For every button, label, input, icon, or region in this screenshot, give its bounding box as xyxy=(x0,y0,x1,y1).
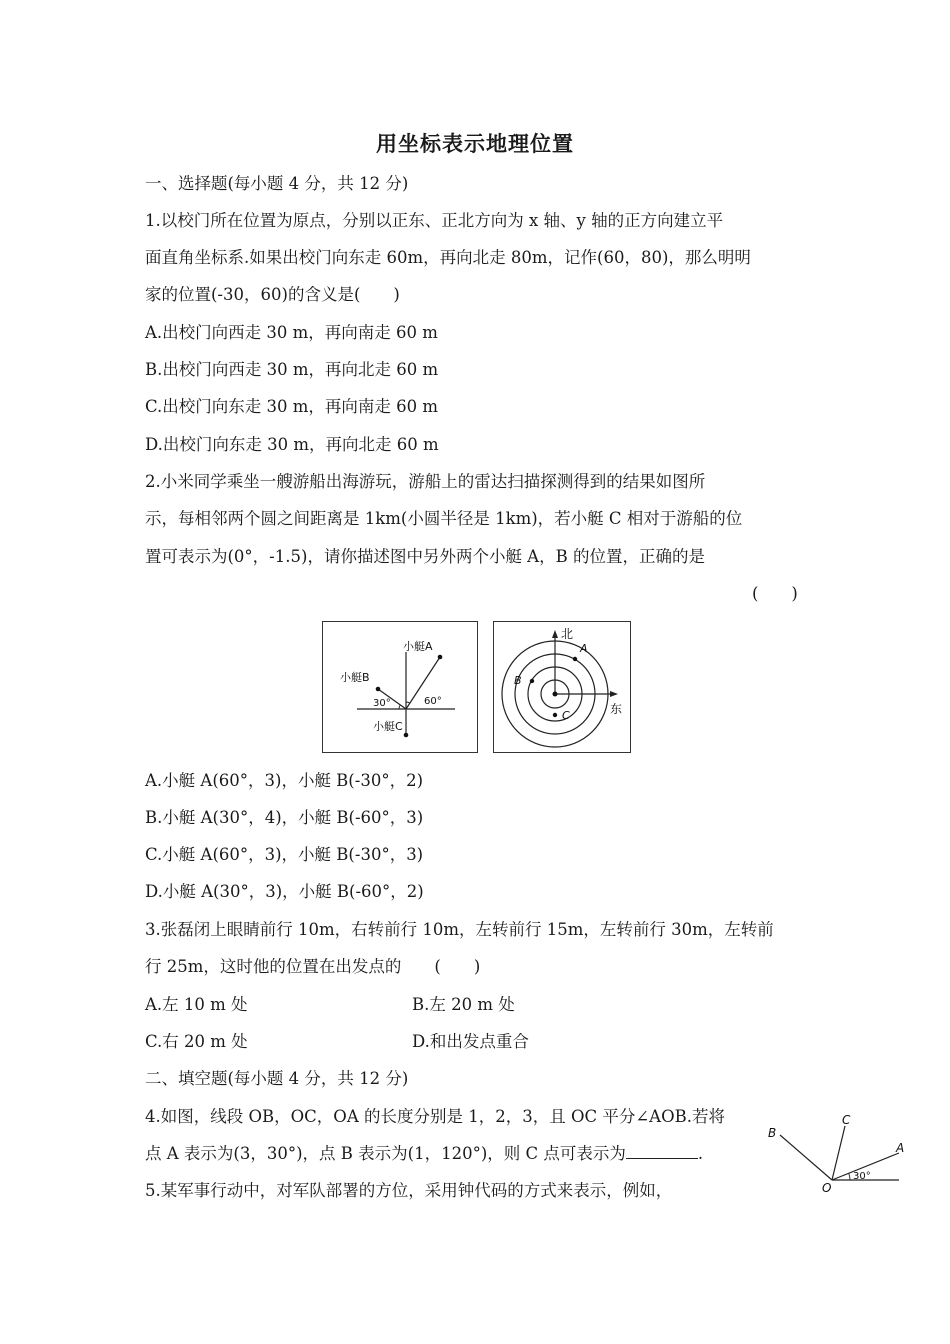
label-radar-a: A xyxy=(580,642,588,655)
label-east: 东 xyxy=(610,702,623,716)
q3-option-d: D.和出发点重合 xyxy=(412,1032,529,1051)
q4-label-a: A xyxy=(896,1141,905,1155)
q4-ray-oc xyxy=(832,1126,845,1180)
radar-point-b xyxy=(530,679,534,683)
radar-point-a xyxy=(573,657,577,661)
q4-label-b: B xyxy=(768,1126,777,1140)
label-boat-b: 小艇B xyxy=(340,671,370,684)
q1-option-c: C.出校门向东走 30 m，再向南走 60 m xyxy=(145,397,439,416)
q2-option-a: A.小艇 A(60°，3)，小艇 B(-30°，2) xyxy=(145,771,424,790)
section-heading-choice: 一、选择题(每小题 4 分，共 12 分) xyxy=(145,174,409,193)
q2-option-c: C.小艇 A(60°，3)，小艇 B(-30°，3) xyxy=(145,845,424,864)
label-radar-b: B xyxy=(514,674,522,687)
page-title: 用坐标表示地理位置 xyxy=(376,131,574,156)
q2-option-d: D.小艇 A(30°，3)，小艇 B(-60°，2) xyxy=(145,882,424,901)
label-north: 北 xyxy=(561,627,574,641)
q4-arc-30 xyxy=(849,1173,850,1180)
north-arrow xyxy=(552,630,558,638)
q4-line xyxy=(145,1143,703,1165)
answer-blank[interactable] xyxy=(626,1144,698,1159)
boat-angle-figure xyxy=(322,621,478,753)
q4-label-angle: 30° xyxy=(853,1171,871,1182)
east-arrow xyxy=(610,691,618,697)
q2-line: 2.小米同学乘坐一艘游船出海游玩，游船上的雷达扫描探测得到的结果如图所 xyxy=(145,472,706,491)
q2-option-b: B.小艇 A(30°，4)，小艇 B(-60°，3) xyxy=(145,808,424,827)
q2-line: 示，每相邻两个圆之间距离是 1km(小圆半径是 1km)，若小艇 C 相对于游船的位 xyxy=(145,509,743,528)
q4-line-end: . xyxy=(697,1144,704,1163)
label-boat-a: 小艇A xyxy=(403,640,433,653)
radar-diagram xyxy=(494,622,630,752)
q4-line: 4.如图，线段 OB，OC，OA 的长度分别是 1，2，3，且 OC 平分∠AOB.若将 xyxy=(145,1107,725,1126)
q3-line: 3.张磊闭上眼睛前行 10m，右转前行 10m，左转前行 15m，左转前行 30m，左转前 xyxy=(145,920,774,939)
radar-figure xyxy=(493,621,631,753)
q4-line-text: 点 A 表示为(3，30°)，点 B 表示为(1，120°)，则 C 点可表示为 xyxy=(145,1144,626,1163)
boat-angle-diagram xyxy=(323,622,477,752)
point-c xyxy=(404,733,409,738)
q2-line: 置可表示为(0°，-1.5)，请你描述图中另外两个小艇 A，B 的位置，正确的是 xyxy=(145,547,705,566)
label-angle-30: 30° xyxy=(373,698,391,709)
q1-option-a: A.出校门向西走 30 m，再向南走 60 m xyxy=(145,323,438,342)
q1-option-b: B.出校门向西走 30 m，再向北走 60 m xyxy=(145,360,439,379)
q1-line: 面直角坐标系.如果出校门向东走 60m，再向北走 80m，记作(60，80)，那么明明 xyxy=(145,248,751,267)
label-boat-c: 小艇C xyxy=(373,720,403,733)
radar-center xyxy=(553,692,558,697)
section-heading-fill: 二、填空题(每小题 4 分，共 12 分) xyxy=(145,1069,409,1088)
radar-point-c xyxy=(553,713,557,717)
q3-option-c: C.右 20 m 处 xyxy=(145,1032,248,1051)
q1-line: 1.以校门所在位置为原点，分别以正东、正北方向为 x 轴、y 轴的正方向建立平 xyxy=(145,211,724,230)
q3-line: 行 25m，这时他的位置在出发点的 ( ) xyxy=(145,957,481,976)
label-radar-c: C xyxy=(562,709,570,722)
q4-label-c: C xyxy=(842,1113,851,1127)
q4-label-o: O xyxy=(822,1181,832,1195)
q3-option-a: A.左 10 m 处 xyxy=(145,995,248,1014)
q4-angle-diagram xyxy=(760,1108,910,1198)
q1-line: 家的位置(-30，60)的含义是( ) xyxy=(145,285,400,304)
label-angle-60: 60° xyxy=(424,696,442,707)
q3-option-b: B.左 20 m 处 xyxy=(412,995,515,1014)
point-b xyxy=(376,687,381,692)
q2-answer-paren: ( ) xyxy=(752,584,798,603)
point-a xyxy=(438,655,443,660)
q4-ray-ob xyxy=(780,1135,832,1180)
q5-line: 5.某军事行动中，对军队部署的方位，采用钟代码的方式来表示，例如， xyxy=(145,1181,673,1200)
q1-option-d: D.出校门向东走 30 m，再向北走 60 m xyxy=(145,435,439,454)
